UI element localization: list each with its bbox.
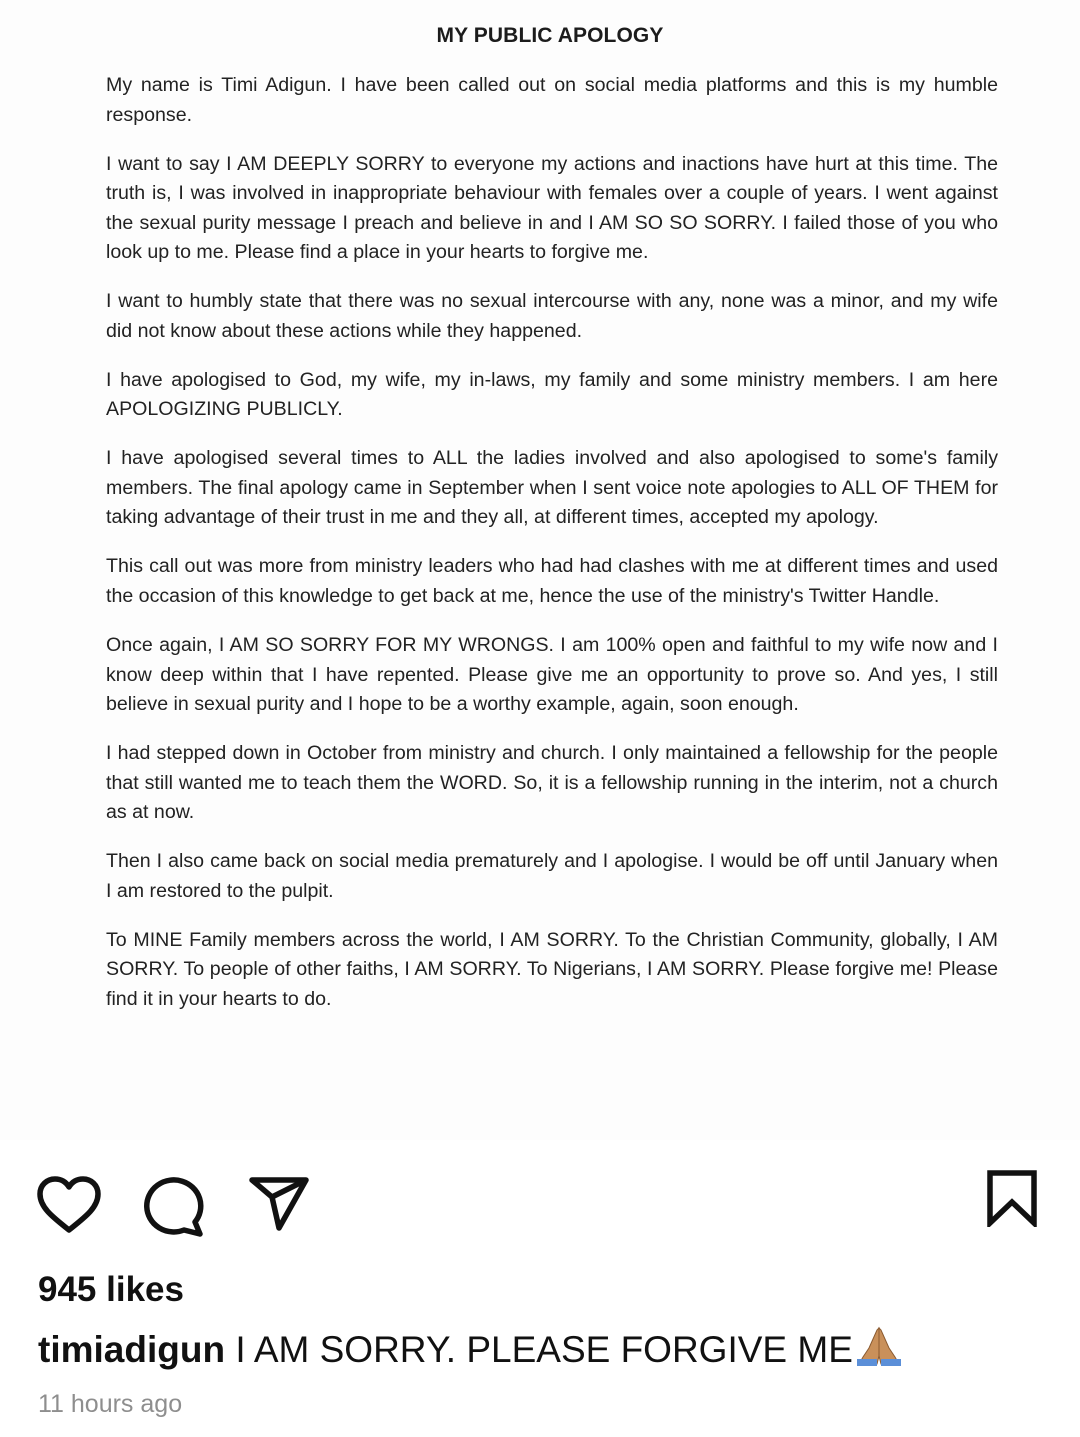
post-timestamp: 11 hours ago [38,1390,183,1418]
likes-count[interactable]: 945 likes [38,1270,184,1309]
document-title: MY PUBLIC APOLOGY [436,24,664,47]
post-action-bar [0,1165,1080,1235]
heart-icon[interactable] [36,1175,102,1235]
document-paragraph: I want to say I AM DEEPLY SORRY to everyone my actions and inactions have hurt at this time. The truth is, I was involved in inappropriate behaviour with females over a couple of years. I went against the sexual purity message I preach and believe in and I AM SO SO SORRY. I failed those of you who look up to me. Please find a place in your hearts to forgive me. [106,152,998,264]
document-paragraph: I have apologised several times to ALL the ladies involved and also apologised to some's family members. The final apology came in September when I sent voice note apologies to ALL OF THEM for taking advantage of their trust in me and they all, at different times, accepted my apology. [106,447,998,529]
document-paragraph: I had stepped down in October from ministry and church. I only maintained a fellowship for the people that still wanted me to teach them the WORD. So, it is a fellowship running in the interim, not a church as at now. [106,742,998,824]
document-paragraph: I want to humbly state that there was no sexual intercourse with any, none was a minor, and my wife did not know about these actions while they happened. [106,290,998,342]
comment-icon[interactable] [142,1175,206,1237]
post-caption [38,1326,903,1371]
document-body [106,71,998,1034]
document-paragraph: My name is Timi Adigun. I have been called out on social media platforms and this is my humble response. [106,74,998,126]
document-paragraph: Then I also came back on social media prematurely and I apologise. I would be off until January when I am restored to the pulpit. [106,850,998,902]
document-paragraph: This call out was more from ministry leaders who had had clashes with me at different times and used the occasion of this knowledge to get back at me, hence the use of the ministry's Twitter Handle. [106,555,998,607]
send-icon[interactable] [248,1175,310,1233]
caption-text: I AM SORRY. PLEASE FORGIVE ME [225,1329,853,1370]
caption-username[interactable]: timiadigun [38,1329,226,1370]
document-paragraph: Once again, I AM SO SORRY FOR MY WRONGS. I am 100% open and faithful to my wife now and I know deep within that I have repented. Please give me an opportunity to prove so. And yes, I still believe in sexual purity and I hope to be a worthy example, again, soon enough. [106,634,998,716]
document-paragraph: To MINE Family members across the world, I AM SORRY. To the Christian Community, globally, I AM SORRY. To people of other faiths, I AM SORRY. To Nigerians, I AM SORRY. Please forgive me! Please find it in your hearts to do. [106,928,998,1010]
folded-hands-emoji-icon [855,1326,903,1366]
bookmark-icon[interactable] [986,1169,1038,1227]
document-paragraph: I have apologised to God, my wife, my in-laws, my family and some ministry members. I am here APOLOGIZING PUBLICLY. [106,368,998,421]
